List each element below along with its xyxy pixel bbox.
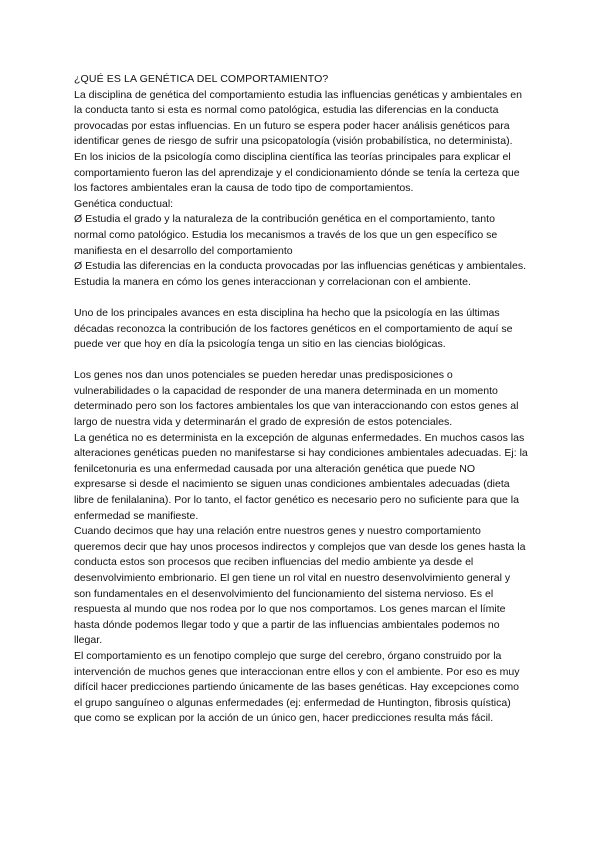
paragraph-advances: Uno de los principales avances en esta disciplina ha hecho que la psicología en las últimas décadas reconozca la contribución de los factores genéticos en el comportamiento de aquí se puede ver que hoy en día la psicología tenga un sitio en las ciencias biológicas. — [74, 306, 513, 351]
bullet-item: Ø Estudia las diferencias en la conducta provocadas por las influencias genéticas y ambientales. Estudia la manera en cómo los genes interaccionan y correlacionan con el ambiente. — [74, 260, 527, 288]
document-page — [74, 72, 530, 727]
page-title: ¿QUÉ ES LA GENÉTICA DEL COMPORTAMIENTO? — [74, 73, 329, 85]
paragraph-gene-behavior: Cuando decimos que hay una relación entre nuestros genes y nuestro comportamiento queremos decir que hay unos procesos indirectos y complejos que van desde los genes hasta la conducta estos son procesos que reciben influencias del medio ambiente ya desde el desenvolvimiento embrionario. El gen tiene un rol vital en nuestro desenvolvimiento general y son fundamentales en el desenvolvimiento del funcionamiento del sistema nervioso. Es el respuesta al mundo que nos rodea por lo que nos comportamos. Los genes marcan el límite hasta dónde podemos llegar todo y que a partir de las influencias ambientales podemos no llegar. — [74, 525, 526, 647]
paragraph-potentials: Los genes nos dan unos potenciales se pueden heredar unas predisposiciones o vulnerabilidades o la capacidad de responder de una manera determinada en un momento determinado pero son los factores ambientales los que van interaccionando con estos genes al largo de nuestra vida y determinarán el grado de expresión de estos potenciales. — [74, 369, 519, 429]
paragraph-history: En los inicios de la psicología como disciplina científica las teorías principales para explicar el comportamiento fueron las del aprendizaje y el condicionamiento dónde se tenía la certeza que los factores ambientales eran la causa de todo tipo de comportamientos. — [74, 150, 520, 195]
paragraph-intro: La disciplina de genética del comportamiento estudia las influencias genéticas y ambientales en la conducta tanto si esta es normal como patológica, estudia las diferencias en la conducta provocadas por estas influencias. En un futuro se espera poder hacer análisis genéticos para identificar genes de riesgo de sufrir una psicopatología (visión probabilística, no determinista). — [74, 88, 522, 148]
spacer — [74, 290, 530, 306]
bullet-item: Ø Estudia el grado y la naturaleza de la contribución genética en el comportamiento, tanto normal como patológico. Estudia los mecanismos a través de los que un gen específico se manifiesta en el desarrollo del comportamiento — [74, 213, 498, 257]
paragraph-determinism: La genética no es determinista en la excepción de algunas enfermedades. En muchos casos las alteraciones genéticas pueden no manifestarse si hay condiciones ambientales adecuadas. Ej: la fenilcetonuria es una enfermedad causada por una alteración genética que puede NO expresarse si desde el nacimiento se siguen unas condiciones ambientales adecuadas (dieta libre de fenilalanina). Por lo tanto, el factor genético es necesario pero no suficiente para que la enfermedad se manifieste. — [74, 431, 528, 522]
spacer — [74, 353, 530, 369]
section-heading-genetica-conductual: Genética conductual: — [74, 197, 174, 210]
paragraph-phenotype: El comportamiento es un fenotipo complejo que surge del cerebro, órgano construido por la intervención de muchos genes que interaccionan entre ellos y con el ambiente. Por eso es muy difícil hacer predicciones partiendo únicamente de las bases genéticas. Hay excepciones como el grupo sanguíneo o algunas enfermedades (ej: enfermedad de Huntington, fibrosis quística) que como se explican por la acción de un único gen, hacer predicciones resulta más fácil. — [74, 649, 520, 725]
